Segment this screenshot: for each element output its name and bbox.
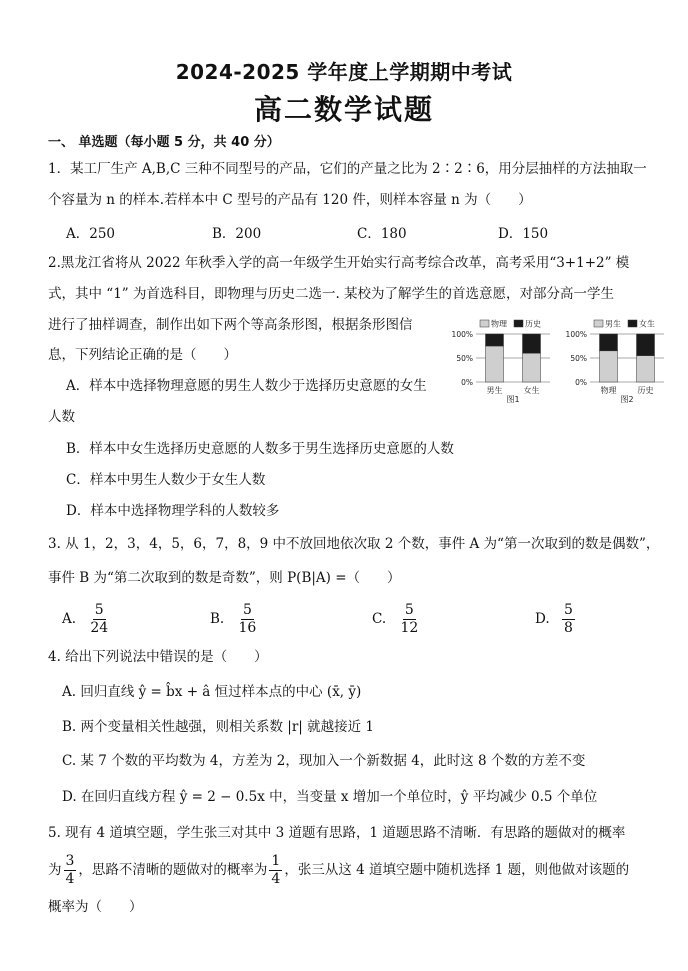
q2-line3: 进行了抽样调查，制作出如下两个等高条形图，根据条形图信: [48, 317, 413, 333]
q2-line4: 息，下列结论正确的是（ ）: [48, 347, 237, 363]
q4-option-c: C. 某 7 个数的平均数为 4，方差为 2，现加入一个新数据 4，此时这 8 个数的方差不变: [62, 753, 586, 769]
q5-fraction-2-numerator: 1: [271, 853, 281, 869]
q3-line1: 3. 从 1，2，3，4，5，6，7，8，9 中不放回地依次取 2 个数，事件 A 为“第一次取到的数是偶数”，: [48, 536, 660, 552]
exam-title: 2024-2025 学年度上学期期中考试: [175, 60, 513, 84]
y-tick-label: 50%: [570, 354, 587, 363]
q5-line1: 5. 现有 4 道填空题，学生张三对其中 3 道题有思路，1 道题思路不清晰．有思路的题做对的概率: [48, 825, 626, 841]
bar-女生-物理: [523, 353, 541, 382]
bar-男生-物理: [486, 346, 504, 382]
q4-stem: 4. 给出下列说法中错误的是（ ）: [48, 649, 268, 665]
q2-option-a-line1: A．样本中选择物理意愿的男生人数少于选择历史意愿的女生: [66, 378, 427, 394]
q3-option-c-numerator: 5: [404, 602, 414, 618]
q5-line2: [48, 852, 629, 888]
y-tick-label: 0%: [461, 378, 473, 387]
q3-option-d-label: D.: [535, 611, 550, 627]
y-tick-label: 100%: [451, 330, 473, 339]
q5-line3: 概率为（ ）: [48, 899, 143, 915]
q3-option-a-fraction: [88, 602, 110, 637]
legend-swatch-1: [480, 320, 489, 327]
q2-option-b: B．样本中女生选择历史意愿的人数多于男生选择历史意愿的人数: [66, 441, 454, 457]
q1-line2: 个容量为 n 的样本.若样本中 C 型号的产品有 120 件，则样本容量 n 为（ ）: [48, 192, 532, 208]
q3-option-b: [210, 602, 260, 637]
q4-option-a: A. 回归直线 ŷ = b̂x + â 恒过样本点的中心 (x̄, ȳ): [62, 684, 362, 700]
paper-title: 高二数学试题: [253, 93, 434, 126]
q3-option-a: [62, 602, 112, 637]
figure-2-chart: [560, 314, 670, 410]
q1-option-d: D．150: [498, 226, 549, 242]
y-tick-label: 0%: [575, 378, 587, 387]
q3-option-b-label: B.: [210, 611, 225, 627]
q3-option-a-label: A.: [62, 611, 77, 627]
q3-option-c-denominator: 12: [400, 620, 419, 636]
figure-2-svg: [560, 314, 670, 406]
q5-fraction-2-denominator: 4: [271, 871, 281, 887]
q3-option-d: [535, 602, 577, 637]
bar-男生-历史: [486, 334, 504, 346]
q2-option-d: D．样本中选择物理学科的人数较多: [66, 503, 280, 519]
q5-fraction-1-4: [269, 853, 282, 888]
q5-line2-end: ，张三从这 4 道填空题中随机选择 1 题，则他做对该题的: [284, 862, 630, 878]
q1-option-c: C．180: [357, 226, 407, 242]
x-tick-label: 女生: [523, 386, 540, 395]
x-tick-label: 男生: [486, 386, 503, 395]
legend-swatch-2: [628, 320, 637, 327]
q3-option-c-fraction: [398, 602, 420, 637]
figure-1-svg: [446, 314, 556, 406]
q4-option-b: B. 两个变量相关性越强，则相关系数 |r| 就越接近 1: [62, 719, 375, 735]
bar-物理-男生: [600, 351, 618, 382]
q2-option-a-line2: 人数: [48, 409, 75, 425]
q5-fraction-3-4: [64, 853, 77, 888]
q5-fraction-1-denominator: 4: [65, 871, 75, 887]
q2-line1: 2.黑龙江省将从 2022 年秋季入学的高一年级学生开始实行高考综合改革，高考采用“3+1+2” 模: [48, 255, 630, 271]
q3-option-a-denominator: 24: [90, 620, 109, 636]
figure-caption: 图1: [506, 395, 520, 404]
legend-label-2: 历史: [525, 319, 541, 329]
q1-line1: 1．某工厂生产 A,B,C 三种不同型号的产品，它们的产量之比为 2∶2∶6，用分层抽样的方法抽取一: [48, 161, 647, 177]
section-heading: 一、 单选题（每小题 5 分，共 40 分）: [48, 135, 280, 150]
x-tick-label: 物理: [600, 386, 617, 395]
legend-label-2: 女生: [639, 319, 655, 329]
legend-label-1: 物理: [491, 319, 507, 329]
figure-1-chart: [446, 314, 556, 410]
q3-option-b-denominator: 16: [238, 620, 257, 636]
q3-option-c-label: C.: [372, 611, 387, 627]
y-tick-label: 100%: [565, 330, 587, 339]
q4-option-d: D. 在回归直线方程 ŷ = 2 − 0.5x 中，当变量 x 增加一个单位时，ŷ 平均减少 0.5 个单位: [62, 789, 598, 805]
q3-option-d-fraction: [562, 602, 575, 637]
q3-option-d-numerator: 5: [563, 602, 573, 618]
legend-label-1: 男生: [605, 319, 621, 329]
q5-line2-middle: ，思路不清晰的题做对的概率为: [78, 862, 268, 878]
figure-caption: 图2: [620, 395, 634, 404]
bar-历史-男生: [637, 356, 655, 382]
q2-line2: 式，其中 “1” 为首选科目，即物理与历史二选一. 某校为了解学生的首选意愿，对部分高一学生: [48, 286, 615, 302]
q2-option-c: C．样本中男生人数少于女生人数: [66, 472, 266, 488]
y-tick-label: 50%: [456, 354, 473, 363]
bar-物理-女生: [600, 334, 618, 351]
q1-option-b: B．200: [212, 226, 262, 242]
q5-line2-start: 为: [48, 862, 62, 878]
q1-option-a: A．250: [66, 226, 116, 242]
legend-swatch-1: [594, 320, 603, 327]
q5-fraction-1-numerator: 3: [65, 853, 75, 869]
legend-swatch-2: [514, 320, 523, 327]
bar-历史-女生: [637, 334, 655, 356]
q3-option-a-numerator: 5: [94, 602, 104, 618]
q3-option-b-numerator: 5: [242, 602, 252, 618]
x-tick-label: 历史: [637, 386, 654, 395]
q3-option-b-fraction: [237, 602, 259, 637]
q3-line2: 事件 B 为“第二次取到的数是奇数”，则 P(B|A) =（ ）: [48, 570, 401, 586]
q3-option-d-denominator: 8: [563, 620, 573, 636]
q3-option-c: [372, 602, 422, 637]
bar-女生-历史: [523, 334, 541, 353]
